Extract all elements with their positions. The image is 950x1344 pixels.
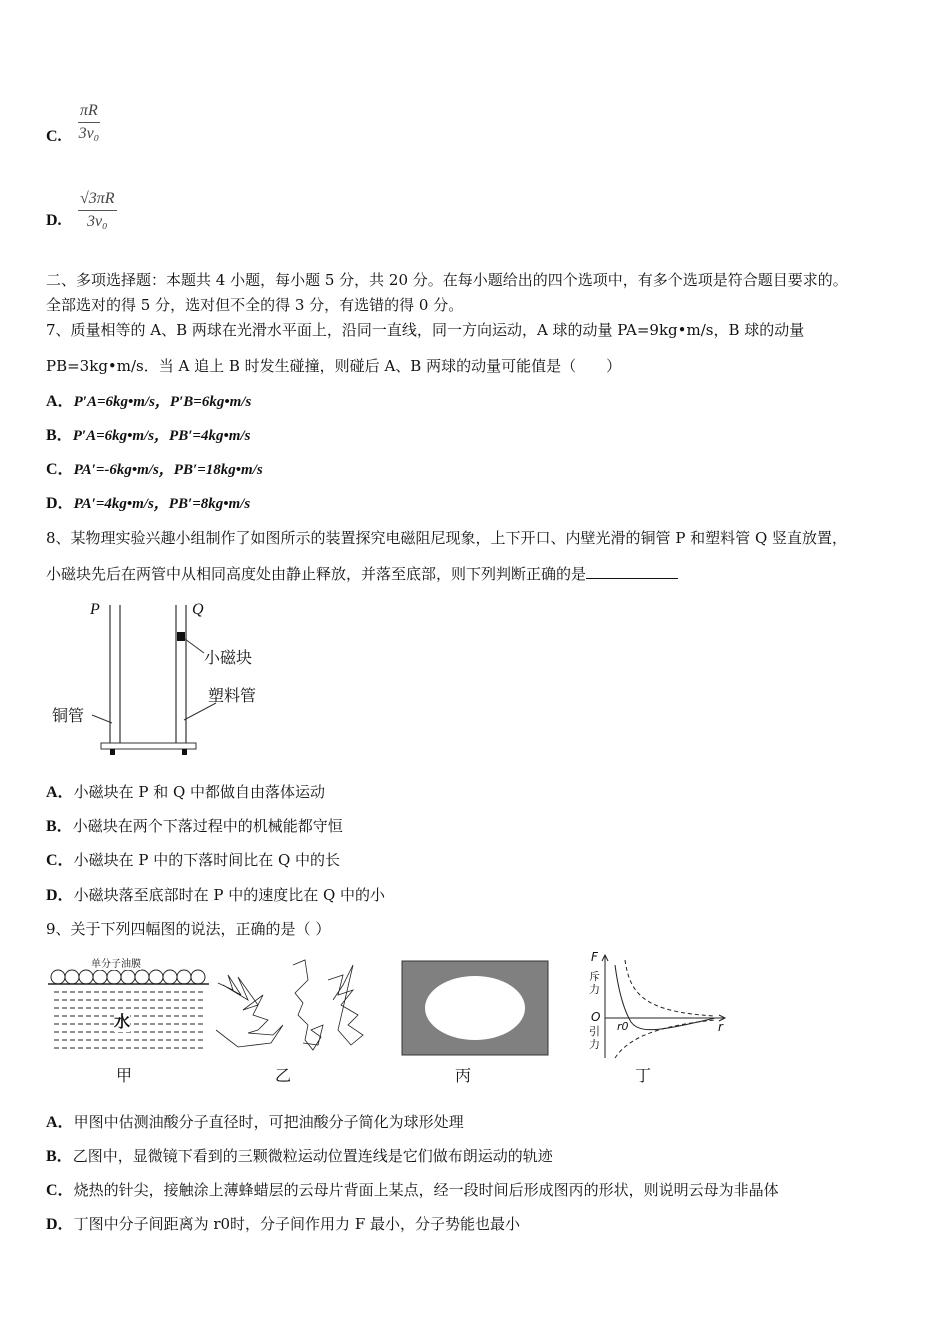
option-text: 小磁块在 P 中的下落时间比在 Q 中的长 [73,851,341,869]
q8-stem-line2 [46,564,678,584]
q7-stem-line1: 7、质量相等的 A、B 两球在光滑水平面上，沿同一直线，同一方向运动，A 球的动量 PA=9kg•m/s，B 球的动量 [46,321,805,339]
oil-film-diagram [46,955,211,1055]
option-text: PA′=4kg•m/s，PB′=8kg•m/s [73,496,251,512]
option-label: A． [46,393,74,410]
q6-option-c-label: C. [46,128,62,145]
caption-ding: 丁 [635,1066,652,1085]
section-header-line1: 二、多项选择题：本题共 4 小题，每小题 5 分，共 20 分。在每小题给出的四个选项中，有多个选项是符合题目要求的。 [46,271,848,289]
option-label: C． [46,1182,74,1199]
option-label: D． [46,1216,74,1233]
option-label: A． [46,784,74,801]
option-text: 小磁块在 P 和 Q 中都做自由落体运动 [73,783,326,801]
option-text: 乙图中，显微镜下看到的三颗微粒运动位置连线是它们做布朗运动的轨迹 [72,1147,553,1165]
label-plastic-tube: 塑料管 [208,686,257,705]
option-label: B． [46,818,73,835]
axis-label-r: r [718,1020,723,1034]
option-text: 小磁块落至底部时在 P 中的速度比在 Q 中的小 [73,886,386,904]
caption-jia: 甲 [116,1066,133,1085]
q9-option-b [46,1146,553,1167]
origin-label: O [591,1010,601,1024]
label-magnet: 小磁块 [204,648,253,667]
q8-stem-line1: 8、某物理实验兴趣小组制作了如图所示的装置探究电磁阻尼现象，上下开口、内壁光滑的铜管 P 和塑料管 Q 竖直放置， [46,529,848,547]
option-text: PA′=-6kg•m/s，PB′=18kg•m/s [73,462,263,478]
q7-option-d [46,493,250,514]
label-r0: r0 [617,1020,629,1033]
tube-diagram [46,595,276,760]
label-p: P [90,601,100,618]
figure-ding-force-curve [585,950,735,1085]
q7-option-a [46,391,251,412]
brownian-paths [213,955,373,1055]
q6-option-d-formula [78,190,117,231]
q8-stem-text: 小磁块先后在两管中从相同高度处由静止释放，并落至底部，则下列判断正确的是 [46,565,587,583]
section-header-line2: 全部选对的得 5 分，选对但不全的得 3 分，有选错的得 0 分。 [46,296,464,314]
figure-bing-mica [401,960,551,1085]
option-text: P′A=6kg•m/s，P′B=6kg•m/s [73,394,252,410]
q6-option-c-formula [78,102,100,143]
q9-stem: 9、关于下列四幅图的说法，正确的是（ ） [46,920,331,938]
option-text: 小磁块在两个下落过程中的机械能都守恒 [72,817,343,835]
option-label: C． [46,852,74,869]
force-distance-graph [585,950,735,1060]
q8-option-c [46,850,340,871]
option-text: 烧热的针尖，接触涂上薄蜂蜡层的云母片背面上某点，经一段时间后形成图丙的形状，则说明云母为非晶体 [73,1181,779,1199]
option-text: 甲图中估测油酸分子直径时，可把油酸分子简化为球形处理 [73,1113,464,1131]
wax-melt-pattern [401,960,549,1056]
q8-option-a [46,782,325,803]
option-label: C． [46,461,74,478]
label-copper-tube: 铜管 [52,706,85,725]
q9-option-c [46,1180,779,1201]
figure-yi-brownian [213,955,373,1085]
q7-stem-line2: PB=3kg•m/s．当 A 追上 B 时发生碰撞，则碰后 A、B 两球的动量可能值是（ ） [46,357,622,375]
numerator: πR [78,102,100,123]
caption-bing: 丙 [455,1066,472,1085]
label-repulsion: 斥力 [589,970,600,996]
option-text: 丁图中分子间距离为 r0时，分子间作用力 F 最小，分子势能也最小 [73,1215,520,1233]
option-label: B． [46,1148,73,1165]
label-water: 水 [114,1009,130,1032]
q8-option-d [46,885,385,906]
option-label: A． [46,1114,74,1131]
option-label: D． [46,887,74,904]
q8-option-b [46,816,343,837]
label-attraction: 引力 [589,1025,600,1051]
q8-apparatus-figure [46,595,276,760]
q6-option-d-label: D. [46,212,62,229]
denominator: 3v₀ [86,213,108,230]
q9-option-a [46,1112,464,1133]
q7-option-c [46,459,263,480]
axis-label-f: F [591,950,598,964]
figure-jia-oil-film [46,955,211,1085]
label-monolayer: 单分子油膜 [91,955,141,970]
option-label: B． [46,427,73,444]
label-q: Q [192,601,204,618]
numerator: √3πR [78,190,117,211]
q7-option-b [46,425,250,446]
q9-option-d [46,1214,520,1235]
answer-blank [586,564,678,579]
denominator: 3v₀ [78,125,100,142]
option-label: D． [46,495,74,512]
caption-yi: 乙 [275,1066,292,1085]
option-text: P′A=6kg•m/s，PB′=4kg•m/s [72,428,251,444]
